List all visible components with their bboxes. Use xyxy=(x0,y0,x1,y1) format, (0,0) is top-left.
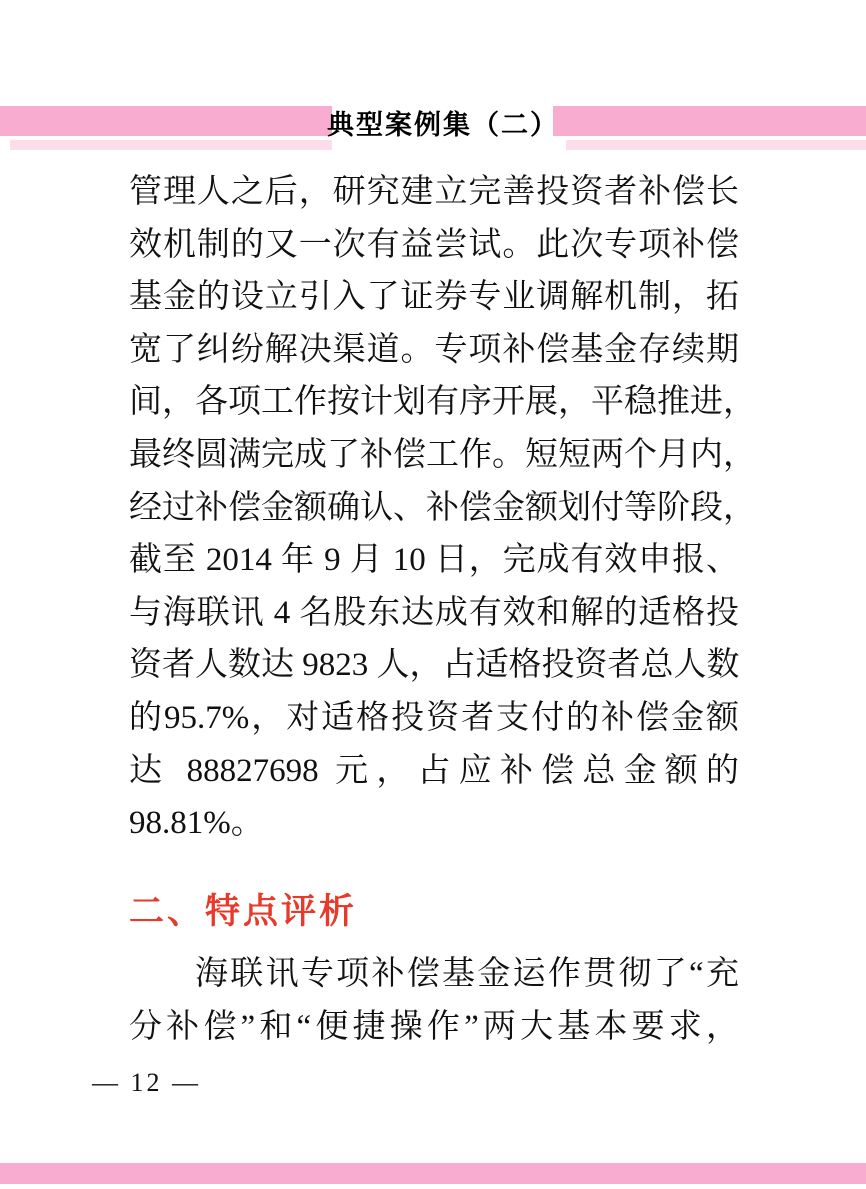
body-paragraph-2 xyxy=(129,948,739,1053)
paragraph-line: 最终圆满完成了补偿工作。短短两个月内， xyxy=(129,436,756,473)
header-bar-right xyxy=(553,106,866,136)
paragraph-line: 宽了纠纷解决渠道。专项补偿基金存续期 xyxy=(129,331,739,368)
section-heading: 二、特点评析 xyxy=(129,892,358,931)
paragraph-line: 资者人数达 9823 人，占适格投资者总人数 xyxy=(129,647,740,684)
header-bar-left-shadow xyxy=(10,140,332,150)
paragraph-line: 达 88827698 元，占应补偿总金额的 xyxy=(129,752,739,789)
running-header-title: 典型案例集（二） xyxy=(327,110,559,140)
footer-bar xyxy=(0,1163,866,1184)
paragraph-line: 管理人之后，研究建立完善投资者补偿长 xyxy=(129,174,739,210)
paragraph-line: 间，各项工作按计划有序开展，平稳推进， xyxy=(129,384,756,421)
header-bar-left xyxy=(0,106,332,136)
page-number: — 12 — xyxy=(92,1068,201,1097)
paragraph-line: 基金的设立引入了证券专业调解机制，拓 xyxy=(129,279,739,316)
paragraph-line: 海联讯专项补偿基金运作贯彻了“充 xyxy=(195,956,739,992)
paragraph-line: 的95.7%，对适格投资者支付的补偿金额 xyxy=(129,699,739,736)
paragraph-line: 效机制的又一次有益尝试。此次专项补偿 xyxy=(129,226,739,263)
paragraph-line: 经过补偿金额确认、补偿金额划付等阶段， xyxy=(129,489,756,526)
body-paragraph-1 xyxy=(129,166,756,850)
paragraph-line: 分补偿”和“便捷操作”两大基本要求， xyxy=(129,1008,739,1045)
header-bar-right-shadow xyxy=(566,140,866,150)
paragraph-line: 98.81%。 xyxy=(129,805,264,842)
paragraph-line: 与海联讯 4 名股东达成有效和解的适格投 xyxy=(129,594,739,631)
paragraph-line: 截至 2014 年 9 月 10 日，完成有效申报、 xyxy=(129,542,739,579)
